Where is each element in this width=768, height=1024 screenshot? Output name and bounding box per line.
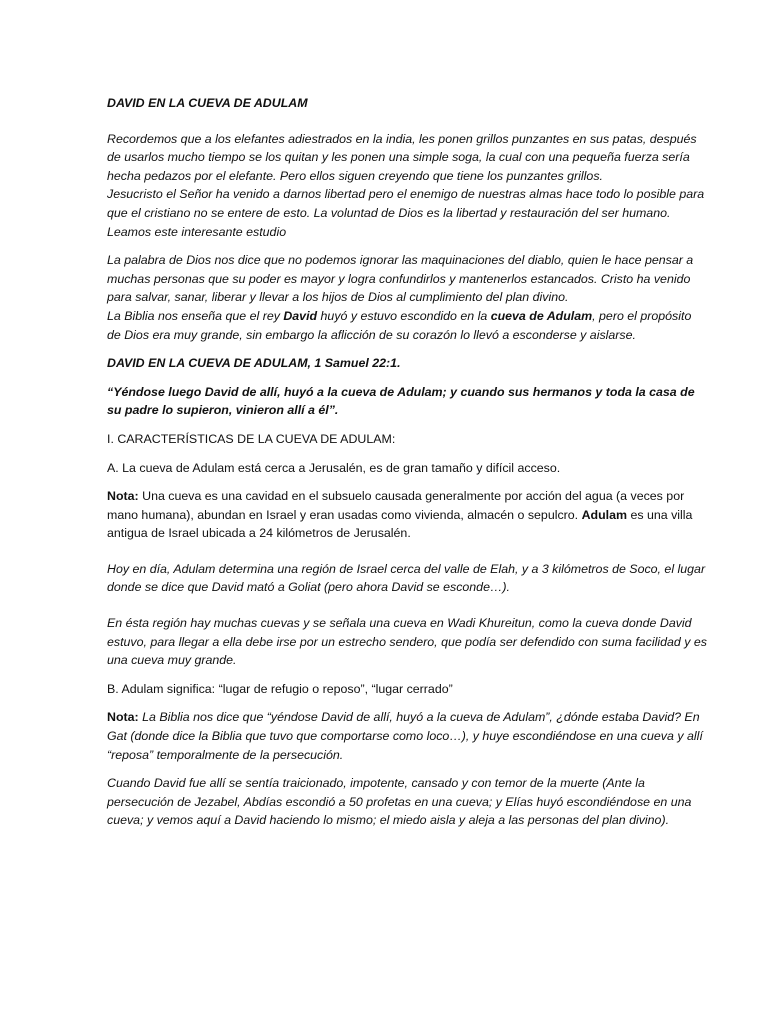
paragraph-david-hid — [107, 307, 708, 344]
note-david-gath — [107, 708, 708, 764]
paragraph-caves-region: En ésta región hay muchas cuevas y se señala una cueva en Wadi Khureitun, como la cueva donde David estuvo, para llegar a ella debe irse por un estrecho sendero, que podía ser defendido con suma facilidad y es una cueva muy grande. — [107, 616, 707, 668]
section-heading-characteristics: I. CARACTERÍSTICAS DE LA CUEVA DE ADULAM: — [107, 431, 396, 446]
text-run: La Biblia nos dice que “yéndose David de allí, huyó a la cueva de Adulam”, ¿dónde estaba David? En Gat (donde dice la Biblia que tuvo que comportarse como loco…), y huye escondiéndose en una cueva y allí “reposa” temporalmente de la persecución. — [107, 710, 703, 762]
bold-david: David — [283, 308, 318, 323]
paragraph-devil-schemes: La palabra de Dios nos dice que no podemos ignorar las maquinaciones del diablo, quien le hace pensar a muchas personas que su poder es mayor y logra confundirlos y mantenerlos estancados. Cristo ha venido para salvar, sanar, liberar y llevar a los hijos de Dios al cumplimiento del plan divino. — [107, 253, 694, 305]
bold-adulam: Adulam — [581, 507, 628, 522]
note-label: Nota: — [107, 489, 139, 504]
note-label: Nota: — [107, 710, 139, 725]
paragraph-jesus-freedom: Jesucristo el Señor ha venido a darnos libertad pero el enemigo de nuestras almas hace todo lo posible para que el cristiano no se entere de esto. La voluntad de Dios es la libertad y restauración del ser humano. Leamos este interesante estudio — [107, 187, 705, 239]
text-run: Una cueva es una cavidad en el subsuelo causada generalmente por acción del agua (a veces por mano humana), abundan en Israel y eran usadas como vivienda, almacén o sepulcro. — [107, 489, 685, 522]
section-subtitle: DAVID EN LA CUEVA DE ADULAM, 1 Samuel 22:1. — [107, 356, 401, 371]
note-cave-definition — [107, 487, 708, 543]
document-title: DAVID EN LA CUEVA DE ADULAM — [107, 96, 308, 110]
paragraph-david-feelings: Cuando David fue allí se sentía traicionado, impotente, cansado y con temor de la muerte (Ante la persecución de Jezabel, Abdías escondió a 50 profetas en una cueva; y Elías huyó escondiéndose en una cueva; y vemos aquí a David haciendo lo mismo; el miedo aisla y aleja a las personas del plan divino). — [107, 776, 692, 828]
bold-cave-adulam: cueva de Adulam — [490, 308, 593, 323]
bible-verse: “Yéndose luego David de allí, huyó a la cueva de Adulam; y cuando sus hermanos y toda la casa de su padre lo supieron, vinieron allí a él”. — [107, 384, 695, 418]
text-run: , pero el propósito de Dios era muy grande, sin embargo la aflicción de su corazón lo llevó a esconderse y aislarse. — [107, 308, 692, 342]
text-run: es una villa antigua de Israel ubicada a 24 kilómetros de Jerusalén. — [107, 507, 693, 541]
paragraph-region-today: Hoy en día, Adulam determina una región de Israel cerca del valle de Elah, y a 3 kilómetros de Soco, el lugar donde se dice que David mató a Goliat (pero ahora David se esconde…). — [107, 561, 706, 595]
paragraph-elephants: Recordemos que a los elefantes adiestrados en la india, les ponen grillos punzantes en sus patas, después de usarlos mucho tiempo se los quitan y les ponen una simple soga, la cual con una pequeña fuerza sería hecha pedazos por el elefante. Pero ellos siguen creyendo que tiene los punzantes grillos. — [107, 131, 697, 183]
text-run: La Biblia nos enseña que el rey — [107, 308, 284, 323]
text-run: huyó y estuvo escondido en la — [317, 308, 491, 323]
point-b: B. Adulam significa: “lugar de refugio o reposo”, “lugar cerrado” — [107, 681, 453, 696]
point-a: A. La cueva de Adulam está cerca a Jerusalén, es de gran tamaño y difícil acceso. — [107, 460, 561, 475]
